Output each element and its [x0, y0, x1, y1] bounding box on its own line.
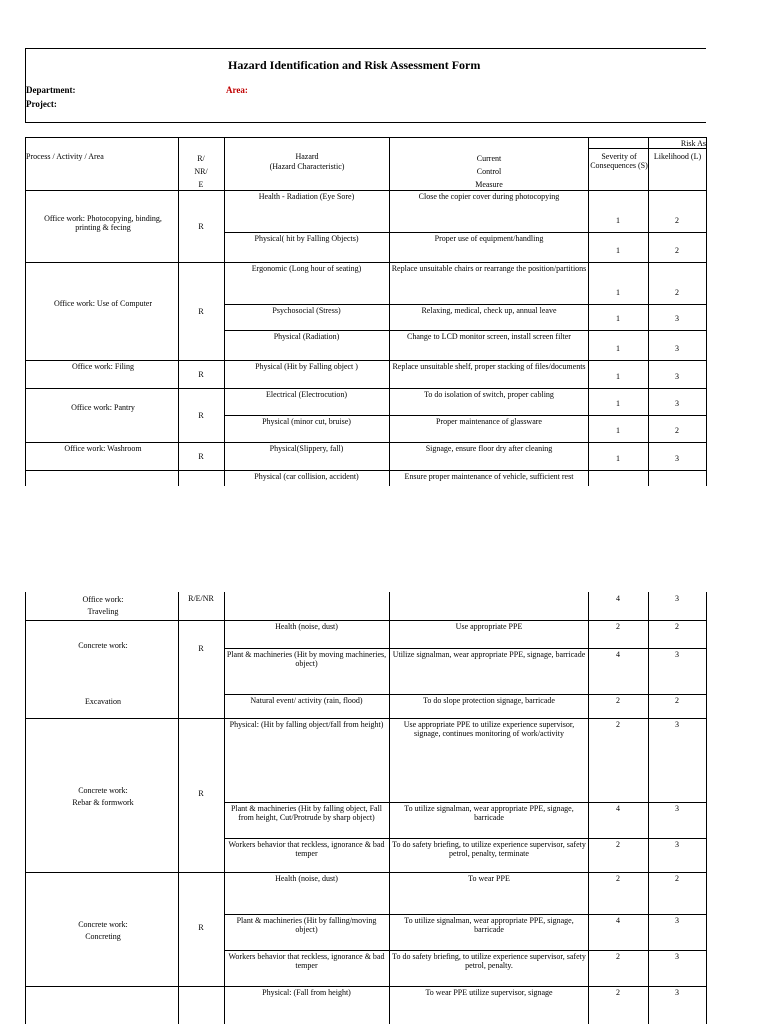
rule: [25, 470, 706, 471]
table-cell-hazard: Health (noise, dust): [275, 622, 338, 631]
table-cell-likelihood: 3: [675, 372, 679, 381]
table-cell-severity: 4: [616, 650, 620, 659]
table-cell-likelihood: 3: [675, 399, 679, 408]
table-cell-likelihood: 2: [675, 426, 679, 435]
table-cell-severity: 2: [616, 622, 620, 631]
table-cell-control: To utilize signalman, wear appropriate PPE, signage, barricade: [404, 916, 574, 934]
table-cell-likelihood: 3: [675, 720, 679, 729]
table-cell-likelihood: 3: [675, 952, 679, 961]
table-cell-rnre: R: [198, 411, 204, 420]
table-cell-likelihood: 2: [675, 288, 679, 297]
table-cell-control: To do isolation of switch, proper cabling: [424, 390, 554, 399]
table-cell-severity: 2: [616, 952, 620, 961]
rule: [224, 592, 225, 1024]
table-cell-likelihood: 2: [675, 622, 679, 631]
table-cell-likelihood: 3: [675, 594, 679, 603]
table-cell-hazard: Plant & machineries (Hit by falling/moving object): [236, 916, 377, 934]
area-label: Area:: [226, 85, 248, 95]
table-cell-rnre: R: [198, 222, 204, 231]
table-cell-hazard: Plant & machineries (Hit by falling object, Fall from height, Cut/Protrude by sharp object): [230, 804, 383, 822]
table-cell-likelihood: 2: [675, 246, 679, 255]
table-cell-hazard: Physical( hit by Falling Objects): [254, 234, 359, 243]
table-cell-rnre: R: [198, 644, 204, 653]
table-cell-hazard: Health (noise, dust): [275, 874, 338, 883]
table-cell-hazard: Electrical (Electrocution): [265, 390, 348, 399]
table-cell-hazard: Physical(Slippery, fall): [269, 444, 344, 453]
header-severity: Severity of Consequences (S): [590, 152, 648, 170]
rule: [178, 592, 179, 1024]
rule: [25, 388, 706, 389]
rule: [224, 694, 706, 695]
rule: [25, 620, 706, 621]
table-cell-hazard: Physical (minor cut, bruise): [262, 417, 351, 426]
rule: [389, 592, 390, 1024]
table-cell-control: To wear PPE utilize supervisor, signage: [425, 988, 553, 997]
table-cell-control: To do safety briefing, to utilize experience supervisor, safety petrol, penalty.: [392, 952, 586, 970]
table-cell-likelihood: 3: [675, 988, 679, 997]
table-cell-hazard: Health - Radiation (Eye Sore): [258, 192, 355, 201]
table-cell-likelihood: 3: [675, 454, 679, 463]
form-title: Hazard Identification and Risk Assessment Form: [228, 58, 481, 72]
table-cell-likelihood: 3: [675, 916, 679, 925]
rule: [25, 48, 706, 49]
table-cell-control: Use appropriate PPE to utilize experience supervisor, signage, continues monitoring of work/activity: [403, 720, 575, 738]
table-cell-hazard: Ergonomic (Long hour of seating): [251, 264, 362, 273]
table-cell-hazard: Plant & machineries (Hit by moving machineries, object): [226, 650, 387, 668]
header-hazard: Hazard (Hazard Characteristic): [269, 152, 345, 171]
table-cell-severity: 2: [616, 696, 620, 705]
header-rnre: R/ NR/ E: [194, 154, 208, 189]
rule: [25, 137, 706, 138]
table-cell-hazard: Natural event/ activity (rain, flood): [250, 696, 363, 705]
rule: [224, 137, 225, 486]
rule: [25, 360, 706, 361]
rule: [224, 330, 706, 331]
table-cell-severity: 1: [616, 216, 620, 225]
table-cell-process: Office work: Photocopying, binding, printing & fecing: [44, 214, 162, 232]
header-risk: Risk As: [680, 139, 706, 148]
table-cell-severity: 1: [616, 246, 620, 255]
rule: [224, 648, 706, 649]
table-cell-control: Relaxing, medical, check up, annual leave: [421, 306, 557, 315]
table-cell-control: Proper use of equipment/handling: [434, 234, 544, 243]
table-cell-severity: 2: [616, 840, 620, 849]
rule: [224, 802, 706, 803]
table-cell-process: Office work: Traveling: [82, 595, 124, 616]
department-label: Department:: [26, 85, 76, 95]
table-cell-severity: 4: [616, 916, 620, 925]
table-cell-process: Office work: Filing: [71, 362, 135, 371]
table-cell-severity: 1: [616, 399, 620, 408]
table-cell-control: Replace unsuitable chairs or rearrange the position/partitions: [391, 264, 587, 273]
table-cell-hazard: Physical: (Hit by falling object/fall from height): [229, 720, 384, 729]
header-likelihood: Likelihood (L): [653, 152, 702, 161]
table-cell-control: To do slope protection signage, barricade: [423, 696, 555, 705]
table-cell-hazard: Workers behavior that reckless, ignorance & bad temper: [228, 952, 385, 970]
table-cell-rnre: R: [198, 370, 204, 379]
table-cell-likelihood: 2: [675, 696, 679, 705]
table-cell-control: Use appropriate PPE: [455, 622, 523, 631]
rule: [25, 442, 706, 443]
rule: [25, 190, 706, 191]
rule: [389, 137, 390, 486]
table-cell-process: Concrete work: Rebar & formwork: [72, 786, 134, 807]
table-cell-rnre: R: [198, 307, 204, 316]
table-cell-control: Change to LCD monitor screen, install screen filter: [407, 332, 571, 341]
table-cell-process: Excavation: [85, 697, 121, 706]
table-cell-likelihood: 3: [675, 344, 679, 353]
table-cell-hazard: Physical: (Fall from height): [262, 988, 351, 997]
table-cell-severity: 1: [616, 288, 620, 297]
table-cell-process: Office work: Washroom: [64, 444, 142, 453]
table-cell-control: Close the copier cover during photocopying: [418, 192, 560, 201]
rule: [224, 950, 706, 951]
table-cell-severity: 4: [616, 804, 620, 813]
table-cell-rnre: R/E/NR: [188, 594, 214, 603]
table-cell-control: Utilize signalman, wear appropriate PPE, signage, barricade: [392, 650, 586, 659]
table-cell-severity: 1: [616, 426, 620, 435]
header-control: Current Control Measure: [475, 154, 503, 189]
table-cell-control: To wear PPE: [468, 874, 510, 883]
table-cell-hazard: Workers behavior that reckless, ignorance & bad temper: [228, 840, 385, 858]
table-cell-rnre: R: [198, 923, 204, 932]
rule: [224, 232, 706, 233]
table-cell-hazard: Physical (Hit by Falling object ): [255, 362, 358, 371]
rule: [224, 304, 706, 305]
rule: [224, 914, 706, 915]
table-cell-process: Office work: Pantry: [71, 403, 135, 412]
rule: [25, 122, 706, 123]
table-cell-control: Signage, ensure floor dry after cleaning: [425, 444, 553, 453]
table-cell-severity: 2: [616, 988, 620, 997]
table-cell-likelihood: 2: [675, 216, 679, 225]
rule: [25, 137, 26, 486]
table-cell-hazard: Physical (car collision, accident): [254, 472, 359, 481]
table-cell-severity: 1: [616, 314, 620, 323]
table-cell-likelihood: 3: [675, 840, 679, 849]
table-cell-hazard: Physical (Radiation): [273, 332, 340, 341]
table-cell-severity: 1: [616, 344, 620, 353]
table-cell-process: Office work: Use of Computer: [53, 299, 153, 308]
table-cell-hazard: Psychosocial (Stress): [272, 306, 341, 315]
rule: [25, 262, 706, 263]
table-cell-severity: 1: [616, 372, 620, 381]
table-cell-severity: 2: [616, 874, 620, 883]
project-label: Project:: [26, 99, 57, 109]
rule: [25, 718, 706, 719]
rule: [224, 415, 706, 416]
rule: [25, 986, 706, 987]
table-cell-likelihood: 3: [675, 650, 679, 659]
rule: [706, 137, 707, 486]
table-cell-severity: 2: [616, 720, 620, 729]
table-cell-severity: 4: [616, 594, 620, 603]
table-cell-control: Replace unsuitable shelf, proper stacking of files/documents: [392, 362, 586, 371]
rule: [706, 592, 707, 1024]
table-cell-likelihood: 2: [675, 874, 679, 883]
table-cell-likelihood: 3: [675, 314, 679, 323]
table-cell-process: Concrete work:: [78, 641, 128, 650]
table-cell-rnre: R: [198, 789, 204, 798]
table-cell-likelihood: 3: [675, 804, 679, 813]
rule: [224, 838, 706, 839]
header-process: Process / Activity / Area: [26, 152, 104, 161]
rule: [25, 592, 26, 1024]
table-cell-severity: 1: [616, 454, 620, 463]
table-cell-process: Concrete work: Concreting: [78, 920, 128, 941]
table-cell-control: To do safety briefing, to utilize experience supervisor, safety petrol, penalty, terminate: [392, 840, 586, 858]
table-cell-control: Ensure proper maintenance of vehicle, sufficient rest: [404, 472, 574, 481]
table-cell-control: Proper maintenance of glassware: [436, 417, 542, 426]
table-cell-rnre: R: [198, 452, 204, 461]
table-cell-control: To utilize signalman, wear appropriate PPE, signage, barricade: [404, 804, 574, 822]
rule: [25, 872, 706, 873]
